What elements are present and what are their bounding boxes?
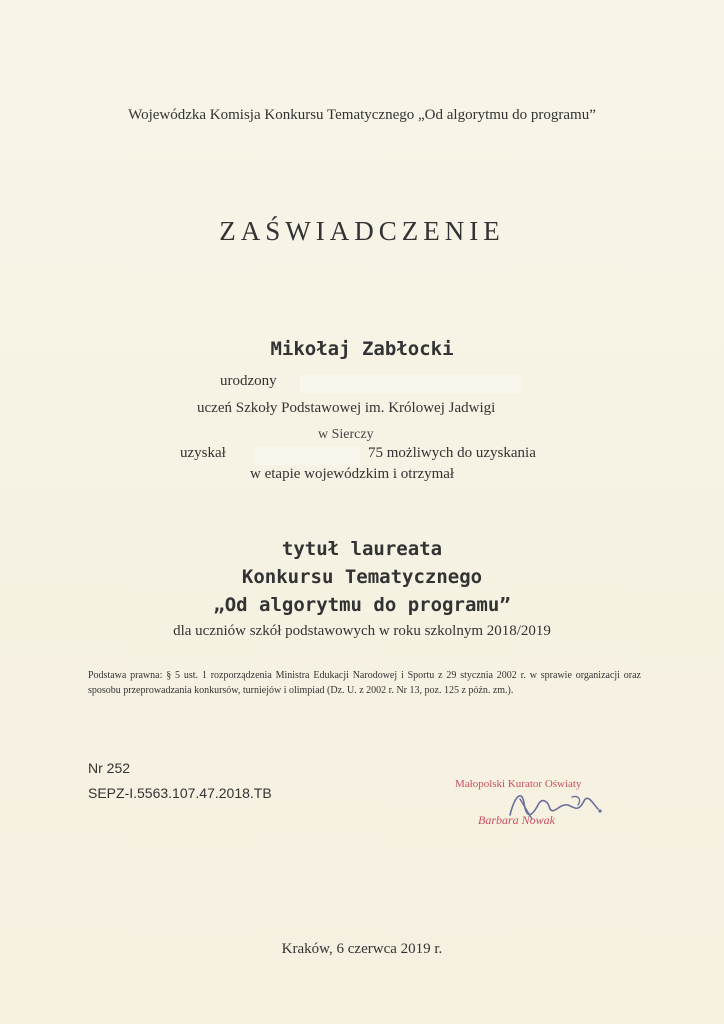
stage-line: w etapie wojewódzkim i otrzymał	[250, 466, 455, 482]
redacted-birth-field	[300, 375, 522, 393]
committee-header: Wojewódzka Komisja Konkursu Tematycznego „Od algorytmu do programu”	[128, 107, 596, 123]
award-contest-name: „Od algorytmu do programu”	[213, 594, 511, 616]
certificate-number: Nr 252	[88, 760, 131, 776]
award-scope: dla uczniów szkół podstawowych w roku szkolnym 2018/2019	[173, 623, 551, 639]
school-line: uczeń Szkoły Podstawowej im. Królowej Jadwigi	[197, 400, 496, 416]
city-line: w Sierczy	[318, 427, 374, 442]
score-text: 75 możliwych do uzyskania	[368, 445, 536, 461]
award-contest: Konkursu Tematycznego	[241, 566, 483, 588]
case-signature-number: SEPZ-I.5563.107.47.2018.TB	[88, 785, 272, 801]
document-title: ZAŚWIADCZENIE	[219, 216, 505, 246]
award-title: tytuł laureata	[281, 538, 443, 560]
redacted-score-field	[255, 447, 360, 465]
born-label: urodzony	[220, 373, 277, 389]
student-name: Mikołaj Zabłocki	[270, 338, 454, 360]
score-label: uzyskał	[180, 445, 226, 461]
stamp-name: Barbara Nowak	[478, 813, 556, 827]
place-and-date: Kraków, 6 czerwca 2019 r.	[281, 941, 443, 957]
legal-basis: Podstawa prawna: § 5 ust. 1 rozporządzenia Ministra Edukacji Narodowej i Sportu z 29 stycznia 2002 r. w sprawie organizacji oraz sposobu przeprowadzania konkursów, turniejów i olimpiad (Dz. U. z 2002 r. Nr 13, poz. 125 z późn. zm.).	[88, 670, 641, 696]
stamp-title: Małopolski Kurator Oświaty	[455, 778, 582, 790]
